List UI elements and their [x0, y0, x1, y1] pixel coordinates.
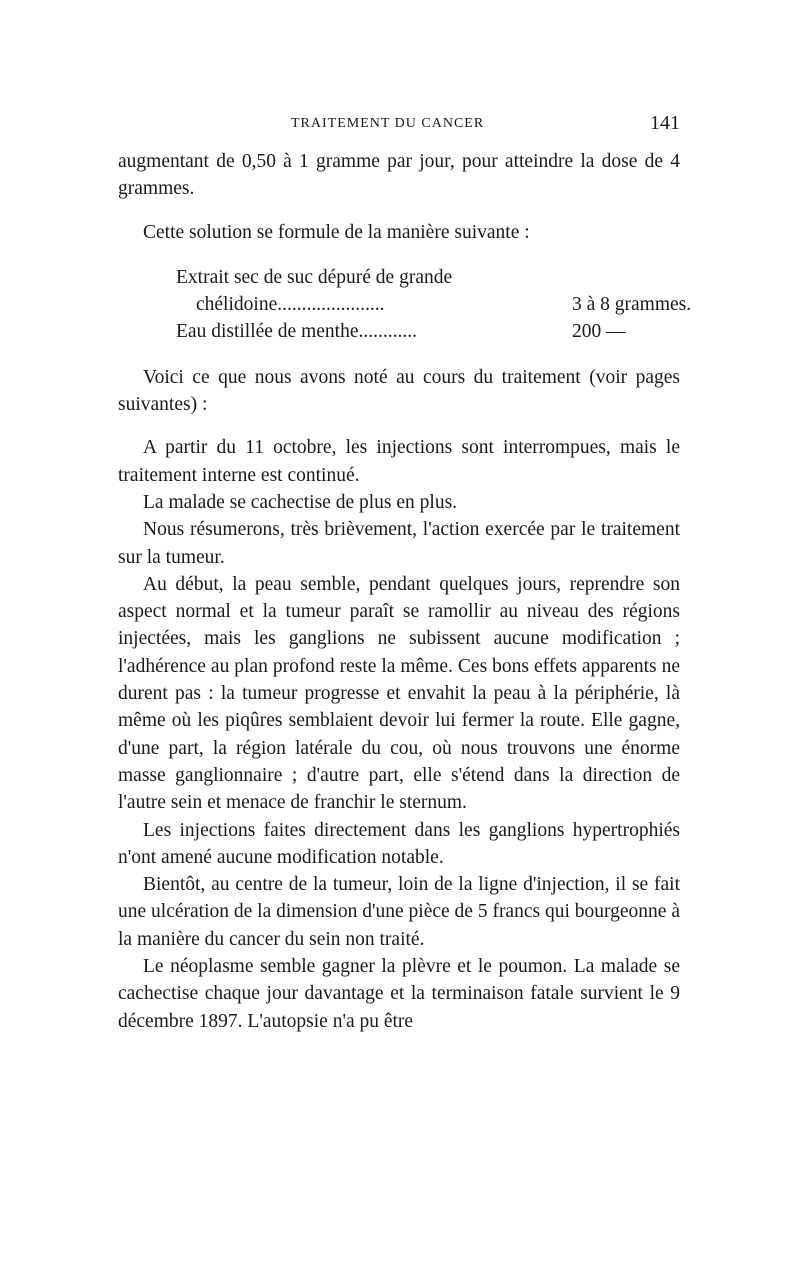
formula-line	[176, 318, 662, 345]
paragraph-continuation: augmentant de 0,50 à 1 gramme par jour, pour atteindre la dose de 4 grammes.	[118, 151, 680, 200]
formula-quantity: 3 à 8 grammes.	[572, 294, 692, 316]
paragraph: Le néoplasme semble gagner la plèvre et le poumon. La malade se cachectise chaque jour davantage et la terminaison fatale survient le 9 décembre 1897. L'autopsie n'a pu être	[118, 956, 680, 1032]
paragraph: Au début, la peau semble, pendant quelques jours, reprendre son aspect normal et la tumeur paraît se ramollir au niveau des régions injectées, mais les ganglions ne subissent aucune modification ; l'adhérence au plan profond reste la même. Ces bons effets apparents ne durent pas : la tumeur progresse et envahit la peau à la périphérie, là même où les piqûres semblaient devoir lui fermer la route. Elle gagne, d'une part, la région latérale du cou, où nous trouvons une énorme masse ganglionnaire ; d'autre part, elle s'étend dans la direction de l'autre sein et menace de franchir le sternum.	[118, 573, 680, 814]
formula-line	[176, 264, 662, 291]
formula-block	[176, 264, 692, 346]
formula-ingredient: chélidoine......................	[196, 294, 385, 316]
body-text	[118, 148, 692, 1035]
paragraph: Les injections faites directement dans les ganglions hypertrophiés n'ont amené aucune modification notable.	[118, 819, 680, 868]
paragraph: Nous résumerons, très brièvement, l'action exercée par le traitement sur la tumeur.	[118, 519, 680, 568]
formula-ingredient: Eau distillée de menthe............	[176, 321, 417, 343]
formula-line	[176, 291, 692, 318]
paragraph-formula-intro: Cette solution se formule de la manière suivante :	[143, 221, 530, 243]
paragraph: La malade se cachectise de plus en plus.	[143, 491, 458, 513]
formula-ingredient: Extrait sec de suc dépuré de grande	[176, 266, 453, 288]
page-header	[118, 112, 680, 140]
running-title: TRAITEMENT DU CANCER	[291, 116, 485, 131]
paragraph: A partir du 11 octobre, les injections sont interrompues, mais le traitement interne est continué.	[118, 437, 680, 486]
paragraph: Bientôt, au centre de la tumeur, loin de la ligne d'injection, il se fait une ulcération de la dimension d'une pièce de 5 francs qui bourgeonne à la manière du cancer du sein non traité.	[118, 874, 680, 950]
paragraph: Voici ce que nous avons noté au cours du traitement (voir pages suivantes) :	[118, 366, 680, 416]
formula-quantity: 200 —	[572, 321, 626, 343]
page-number: 141	[650, 112, 680, 134]
